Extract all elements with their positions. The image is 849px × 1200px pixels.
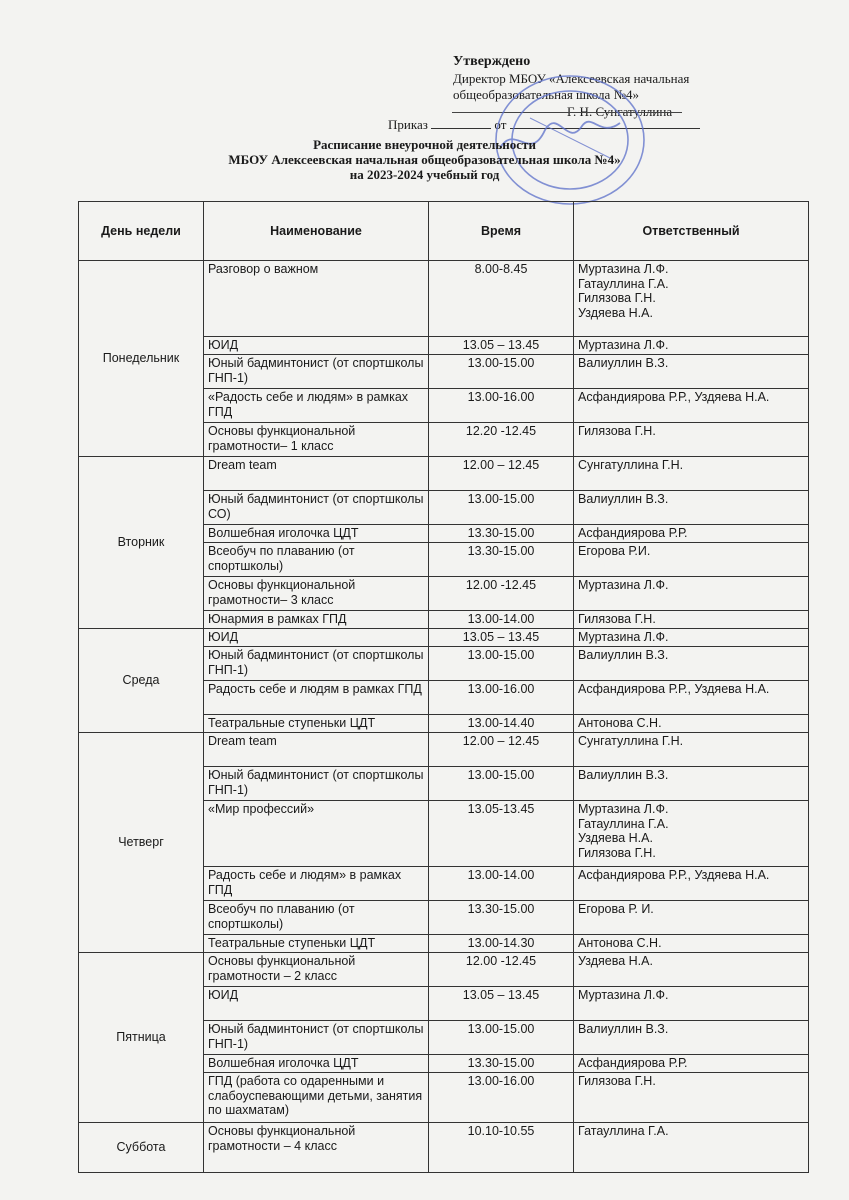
- time-cell: 8.00-8.45: [429, 261, 574, 337]
- schedule-year: на 2023-2024 учебный год: [349, 167, 500, 182]
- time-cell: 13.05 – 13.45: [429, 337, 574, 355]
- activity-name-cell: ЮИД: [204, 987, 429, 1021]
- activity-name-cell: Всеобуч по плаванию (от спортшколы): [204, 901, 429, 935]
- responsible-cell: Муртазина Л.Ф. Гатауллина Г.А. Гилязова Г.Н. Уздяева Н.А.: [574, 261, 809, 337]
- time-cell: 13.05 – 13.45: [429, 987, 574, 1021]
- time-cell: 13.00-14.40: [429, 715, 574, 733]
- table-row: [79, 953, 809, 987]
- activity-name-cell: ЮИД: [204, 629, 429, 647]
- time-cell: 13.00-14.00: [429, 867, 574, 901]
- activity-name-cell: Театральные ступеньки ЦДТ: [204, 935, 429, 953]
- responsible-cell: Асфандиярова Р.Р.: [574, 1055, 809, 1073]
- responsible-cell: Муртазина Л.Ф.: [574, 629, 809, 647]
- responsible-cell: Валиуллин В.З.: [574, 767, 809, 801]
- approval-signer: Г. Н. Сунгатуллина: [567, 103, 673, 119]
- activity-name-cell: Юнармия в рамках ГПД: [204, 611, 429, 629]
- time-cell: 13.00-16.00: [429, 681, 574, 715]
- responsible-cell: Сунгатуллина Г.Н.: [574, 457, 809, 491]
- responsible-cell: Гилязова Г.Н.: [574, 611, 809, 629]
- approval-school: общеобразовательная школа №4»: [453, 87, 639, 102]
- day-cell: Суббота: [79, 1123, 204, 1173]
- schedule-title: Расписание внеурочной деятельности: [313, 137, 536, 152]
- table-header-row: [79, 202, 809, 261]
- responsible-cell: Асфандиярова Р.Р., Уздяева Н.А.: [574, 867, 809, 901]
- responsible-cell: Егорова Р. И.: [574, 901, 809, 935]
- schedule-school: МБОУ Алексеевская начальная общеобразовательная школа №4»: [228, 152, 621, 167]
- responsible-cell: Муртазина Л.Ф.: [574, 337, 809, 355]
- responsible-cell: Егорова Р.И.: [574, 543, 809, 577]
- day-cell: Вторник: [79, 457, 204, 629]
- day-cell: Среда: [79, 629, 204, 733]
- responsible-cell: Антонова С.Н.: [574, 715, 809, 733]
- table-row: [79, 629, 809, 647]
- responsible-cell: Сунгатуллина Г.Н.: [574, 733, 809, 767]
- time-cell: 13.00-15.00: [429, 355, 574, 389]
- day-cell: Понедельник: [79, 261, 204, 457]
- time-cell: 12.20 -12.45: [429, 423, 574, 457]
- schedule-table: [78, 201, 809, 1173]
- order-from: от: [494, 117, 507, 132]
- table-row: [79, 457, 809, 491]
- time-cell: 12.00 -12.45: [429, 577, 574, 611]
- activity-name-cell: Основы функциональной грамотности – 4 класс: [204, 1123, 429, 1173]
- responsible-cell: Валиуллин В.З.: [574, 491, 809, 525]
- activity-name-cell: Юный бадминтонист (от спортшколы ГНП-1): [204, 355, 429, 389]
- time-cell: 13.30-15.00: [429, 901, 574, 935]
- activity-name-cell: Юный бадминтонист (от спортшколы СО): [204, 491, 429, 525]
- time-cell: 13.00-14.00: [429, 611, 574, 629]
- activity-name-cell: Волшебная иголочка ЦДТ: [204, 525, 429, 543]
- time-cell: 13.30-15.00: [429, 543, 574, 577]
- time-cell: 13.00-15.00: [429, 491, 574, 525]
- activity-name-cell: Dream team: [204, 733, 429, 767]
- day-cell: Четверг: [79, 733, 204, 953]
- activity-name-cell: «Мир профессий»: [204, 801, 429, 867]
- time-cell: 13.00-15.00: [429, 1021, 574, 1055]
- activity-name-cell: Основы функциональной грамотности– 1 класс: [204, 423, 429, 457]
- time-cell: 10.10-10.55: [429, 1123, 574, 1173]
- responsible-cell: Гилязова Г.Н.: [574, 1073, 809, 1123]
- time-cell: 13.00-14.30: [429, 935, 574, 953]
- header-day: День недели: [79, 202, 204, 261]
- time-cell: 13.00-16.00: [429, 389, 574, 423]
- responsible-cell: Валиуллин В.З.: [574, 647, 809, 681]
- activity-name-cell: Dream team: [204, 457, 429, 491]
- header-name: Наименование: [204, 202, 429, 261]
- activity-name-cell: Основы функциональной грамотности – 2 класс: [204, 953, 429, 987]
- activity-name-cell: Всеобуч по плаванию (от спортшколы): [204, 543, 429, 577]
- activity-name-cell: ЮИД: [204, 337, 429, 355]
- time-cell: 13.00-15.00: [429, 647, 574, 681]
- responsible-cell: Гатауллина Г.А.: [574, 1123, 809, 1173]
- time-cell: 13.30-15.00: [429, 1055, 574, 1073]
- responsible-cell: Валиуллин В.З.: [574, 355, 809, 389]
- responsible-cell: Муртазина Л.Ф.: [574, 987, 809, 1021]
- responsible-cell: Асфандиярова Р.Р., Уздяева Н.А.: [574, 389, 809, 423]
- responsible-cell: Уздяева Н.А.: [574, 953, 809, 987]
- activity-name-cell: Юный бадминтонист (от спортшколы ГНП-1): [204, 767, 429, 801]
- activity-name-cell: Радость себе и людям» в рамках ГПД: [204, 867, 429, 901]
- activity-name-cell: Разговор о важном: [204, 261, 429, 337]
- time-cell: 13.05-13.45: [429, 801, 574, 867]
- time-cell: 12.00 – 12.45: [429, 457, 574, 491]
- time-cell: 13.00-15.00: [429, 767, 574, 801]
- responsible-cell: Асфандиярова Р.Р., Уздяева Н.А.: [574, 681, 809, 715]
- activity-name-cell: Радость себе и людям в рамках ГПД: [204, 681, 429, 715]
- activity-name-cell: Юный бадминтонист (от спортшколы ГНП-1): [204, 1021, 429, 1055]
- table-row: [79, 261, 809, 337]
- activity-name-cell: Юный бадминтонист (от спортшколы ГНП-1): [204, 647, 429, 681]
- schedule-body: [79, 261, 809, 1173]
- time-cell: 12.00 -12.45: [429, 953, 574, 987]
- responsible-cell: Гилязова Г.Н.: [574, 423, 809, 457]
- day-cell: Пятница: [79, 953, 204, 1123]
- responsible-cell: Муртазина Л.Ф. Гатауллина Г.А. Уздяева Н.А. Гилязова Г.Н.: [574, 801, 809, 867]
- activity-name-cell: Волшебная иголочка ЦДТ: [204, 1055, 429, 1073]
- activity-name-cell: «Радость себе и людям» в рамках ГПД: [204, 389, 429, 423]
- responsible-cell: Асфандиярова Р.Р.: [574, 525, 809, 543]
- activity-name-cell: Основы функциональной грамотности– 3 класс: [204, 577, 429, 611]
- header-responsible: Ответственный: [574, 202, 809, 261]
- activity-name-cell: ГПД (работа со одаренными и слабоуспевающими детьми, занятия по шахматам): [204, 1073, 429, 1123]
- approval-title: Утверждено: [453, 54, 531, 69]
- time-cell: 13.00-16.00: [429, 1073, 574, 1123]
- time-cell: 12.00 – 12.45: [429, 733, 574, 767]
- approval-director: Директор МБОУ «Алексеевская начальная: [453, 70, 690, 86]
- time-cell: 13.30-15.00: [429, 525, 574, 543]
- activity-name-cell: Театральные ступеньки ЦДТ: [204, 715, 429, 733]
- table-row: [79, 733, 809, 767]
- table-row: [79, 1123, 809, 1173]
- responsible-cell: Валиуллин В.З.: [574, 1021, 809, 1055]
- responsible-cell: Муртазина Л.Ф.: [574, 577, 809, 611]
- responsible-cell: Антонова С.Н.: [574, 935, 809, 953]
- time-cell: 13.05 – 13.45: [429, 629, 574, 647]
- header-time: Время: [429, 202, 574, 261]
- order-label: Приказ: [388, 117, 428, 132]
